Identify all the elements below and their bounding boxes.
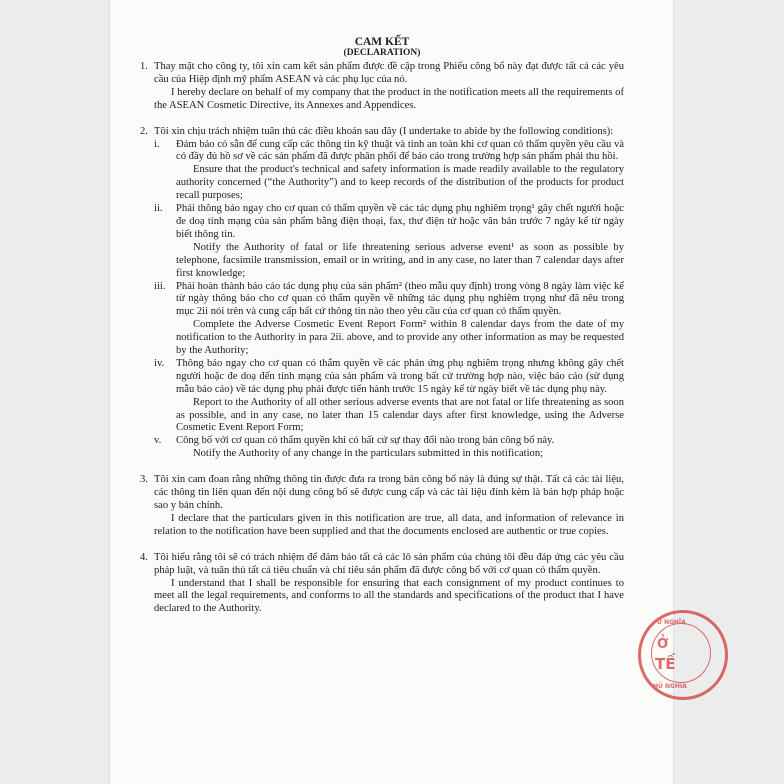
stamp-inner-ring <box>651 623 711 683</box>
section-number: 1. <box>140 61 148 72</box>
condition-iv-english: Report to the Authority of all other serious adverse events that are not fatal or life threatening as soon as possible, and in any case, no later than 15 calendar days after first knowledge, using the Adverse Cosmetic Event Report Form; <box>176 396 624 434</box>
section-4 <box>140 552 624 617</box>
condition-ii <box>154 203 624 280</box>
section-2 <box>140 126 624 462</box>
condition-ii-english: Notify the Authority of fatal or life threatening serious adverse event¹ as soon as possible by telephone, facsimile transmission, email or in writing, and in any case, no later than 7 calendar days after first knowledge; <box>176 241 624 279</box>
document-title: CAM KẾT <box>354 36 410 48</box>
stamp-text-2: TẾ <box>655 655 676 673</box>
condition-number: ii. <box>154 203 163 215</box>
section-1 <box>140 61 624 113</box>
condition-v-vietnamese: Công bố với cơ quan có thẩm quyền khi có bất cứ sự thay đổi nào trong bản công bố này. <box>176 435 555 447</box>
stamp-text-1: Ở <box>657 637 669 652</box>
condition-i <box>154 139 624 204</box>
condition-iii <box>154 281 624 358</box>
section-1-english: I hereby declare on behalf of my company that the product in the notification meets all the requirements of the ASEAN Cosmetic Directive, its Annexes and Appendices. <box>154 86 624 111</box>
section-number: 2. <box>140 125 148 137</box>
section-1-vietnamese: Thay mặt cho công ty, tôi xin cam kết sản phẩm được đề cập trong Phiếu công bố này đạt được tất cả các yêu cầu của Hiệp định mỹ phẩm ASEAN và các phụ lục của nó. <box>154 61 624 85</box>
section-number: 4. <box>140 551 148 563</box>
declaration-document <box>140 36 624 616</box>
condition-iii-vietnamese: Phải hoàn thành báo cáo tác dụng phụ của sản phẩm² (theo mẫu quy định) trong vòng 8 ngày làm việc kể từ ngày thông báo cho cơ quan có thẩm quyền về những tác dụng phụ nghiêm trọng như đã nêu trong mục 2ii nói trên và cung cấp bất cứ thông tin nào theo yêu cầu của cơ quan có thẩm quyền. <box>176 280 624 318</box>
official-stamp <box>638 610 728 700</box>
condition-i-english: Ensure that the product's technical and safety information is made readily available to the regulatory authority concerned (“the Authority”) and to keep records of the distribution of the products for product recall purposes; <box>176 164 624 202</box>
condition-v <box>154 435 624 461</box>
condition-number: iv. <box>154 357 165 369</box>
section-4-english: I understand that I shall be responsible for ensuring that each consignment of my product continues to meet all the legal requirements, and conforms to all the standards and specifications of the product that I have declared to the Authority. <box>154 577 624 615</box>
condition-number: i. <box>154 138 160 150</box>
condition-i-vietnamese: Đảm bảo có sẵn để cung cấp các thông tin kỹ thuật và tính an toàn khi cơ quan có thẩm quyền yêu cầu và có đầy đủ hồ sơ về các sản phẩm đã được phân phối để báo cáo trong trường hợp sản phẩm phải thu hồi. <box>176 138 624 163</box>
section-4-vietnamese: Tôi hiểu rằng tôi sẽ có trách nhiệm để đảm bảo tất cả các lô sản phẩm của chúng tôi đều đáp ứng các yêu cầu pháp luật, và tuân thủ tất cả tiêu chuẩn và chỉ tiêu sản phẩm đã được công bố với cơ quan có thẩm quyền. <box>154 551 624 576</box>
condition-ii-vietnamese: Phải thông báo ngay cho cơ quan có thẩm quyền về các tác dụng phụ nghiêm trọng¹ gây chết người hoặc đe doạ tính mạng của sản phẩm bằng điện thoại, fax, thư điện tử hoặc văn bản trước 7 ngày kể từ ngày biết thông tin. <box>176 203 624 240</box>
stamp-top-text: Ủ NGHĨA <box>657 619 686 626</box>
condition-v-english: Notify the Authority of any change in the particulars submitted in this notification; <box>192 448 544 460</box>
stamp-bottom-text: HỦ NGHĨA <box>653 683 687 690</box>
document-subtitle: (DECLARATION) <box>343 48 421 58</box>
condition-iv <box>154 358 624 435</box>
section-number: 3. <box>140 474 148 486</box>
section-3-vietnamese: Tôi xin cam đoan rằng những thông tin được đưa ra trong bản công bố này là đúng sự thật. Tất cả các tài liệu, các thông tin liên quan đến nội dung công bố sẽ được cung cấp và các tài liệu đính kèm là bản hợp pháp hoặc sao y bản chính. <box>154 474 624 511</box>
condition-number: v. <box>154 435 162 447</box>
section-3-english: I declare that the particulars given in this notification are true, all data, and information of relevance in relation to the notification have been supplied and that the documents enclosed are authentic or true copies. <box>154 512 624 537</box>
condition-iii-english: Complete the Adverse Cosmetic Event Report Form² within 8 calendar days from the date of my notification to the Authority in para 2ii. above, and to provide any other information as may be requested by the Authority; <box>176 319 624 357</box>
condition-number: iii. <box>154 280 166 292</box>
section-3 <box>140 474 624 539</box>
condition-iv-vietnamese: Thông báo ngay cho cơ quan có thẩm quyền về các phản ứng phụ nghiêm trọng nhưng không gây chết người hoặc đe doạ đến tính mạng của sản phẩm và trong bất cứ trường hợp nào, việc báo cáo (sử dụng mẫu báo cáo) về tác dụng phụ phải được tiến hành trước 15 ngày kể từ ngày biết về tác dụng phụ này. <box>176 357 624 395</box>
section-2-intro: Tôi xin chịu trách nhiệm tuân thủ các điều khoản sau đây (I undertake to abide by the following conditions): <box>154 125 614 137</box>
